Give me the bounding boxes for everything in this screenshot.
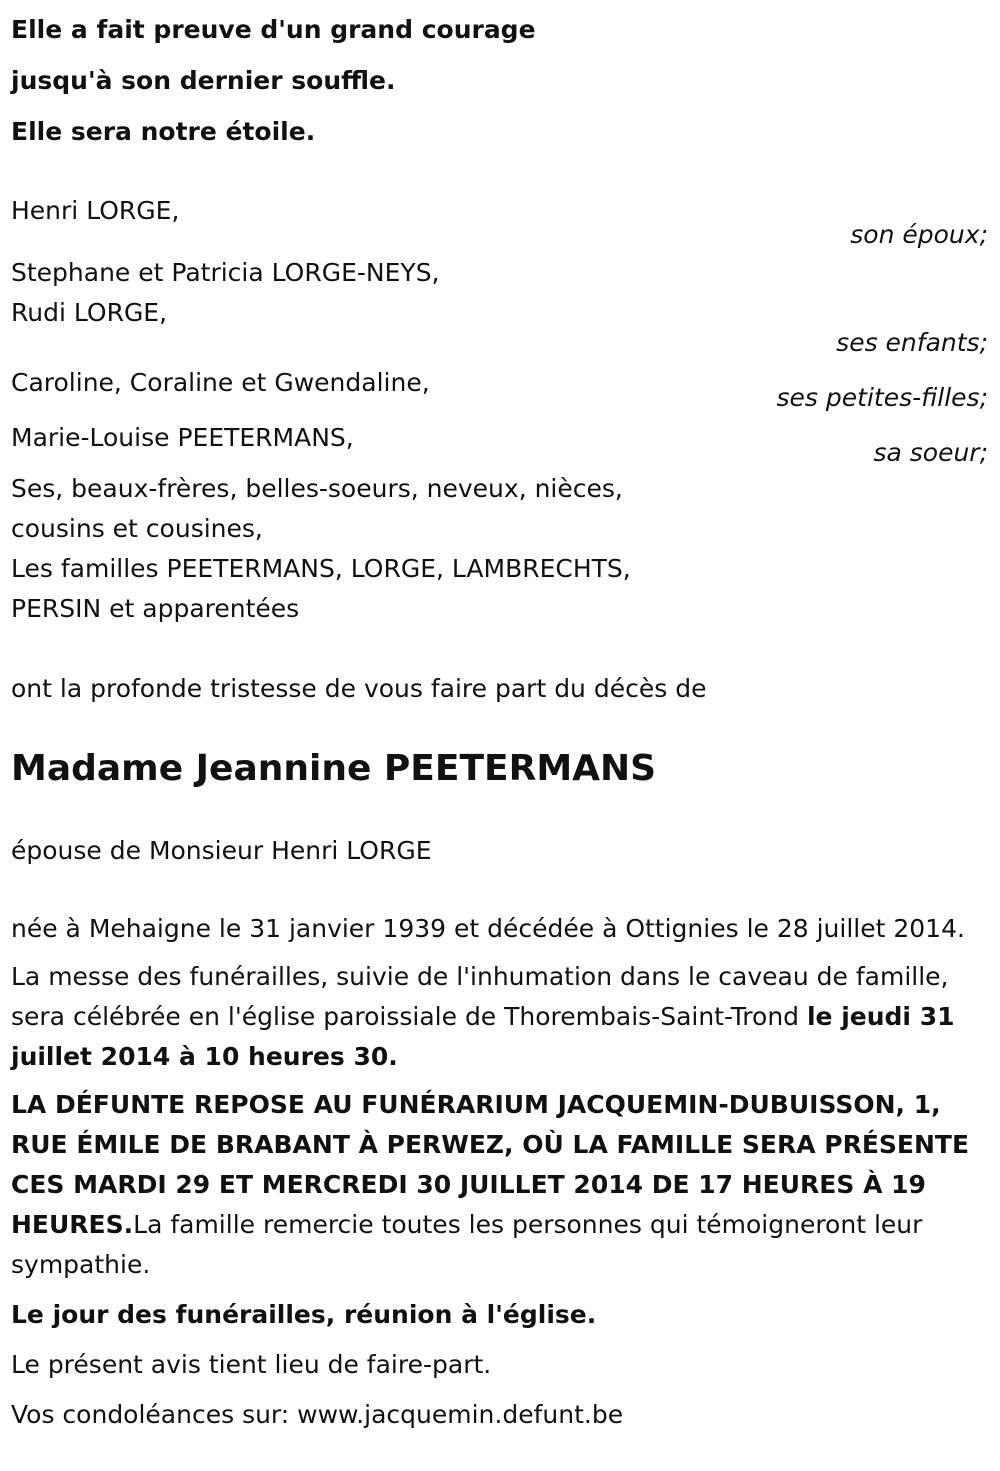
notice-note: Le présent avis tient lieu de faire-part.	[11, 1350, 492, 1379]
family-others	[11, 469, 990, 629]
family-granddaughters	[11, 363, 990, 410]
family-line: Les familles PEETERMANS, LORGE, LAMBRECHTS,	[11, 554, 631, 583]
birth-death: née à Mehaigne le 31 janvier 1939 et décédée à Ottignies le 28 juillet 2014.	[11, 914, 965, 943]
motto-line: Elle a fait preuve d'un grand courage	[11, 15, 536, 44]
family-name: Stephane et Patricia LORGE-NEYS,	[11, 258, 440, 287]
family-name: Henri LORGE,	[11, 196, 180, 225]
funeral-text: La messe des funérailles, suivie de l'inhumation dans le caveau de famille, sera célébrée en l'église paroissiale de Thorembais-Saint-Trond	[11, 962, 949, 1031]
condolences-note: Vos condoléances sur: www.jacquemin.defunt.be	[11, 1400, 624, 1429]
spouse-of: épouse de Monsieur Henri LORGE	[11, 836, 432, 865]
family-children	[11, 253, 990, 355]
family-role: son époux;	[850, 220, 988, 249]
family-sister	[11, 418, 990, 465]
family-spouse	[11, 191, 990, 247]
family-role: sa soeur;	[873, 438, 988, 467]
family-line: cousins et cousines,	[11, 514, 263, 543]
visitation-bold: LA DÉFUNTE REPOSE AU FUNÉRARIUM JACQUEMIN-DUBUISSON, 1, RUE ÉMILE DE BRABANT À PERWEZ, OÙ LA FAMILLE SERA PRÉSENTE CES MARDI 29 ET MERCREDI 30 JUILLET 2014 DE 17 HEURES À 19 HEURES.	[11, 1090, 970, 1239]
family-name: Marie-Louise PEETERMANS,	[11, 423, 354, 452]
visitation-info	[11, 1085, 990, 1285]
visitation-rest: La famille remercie toutes les personnes qui témoigneront leur sympathie.	[11, 1210, 923, 1279]
motto-line: Elle sera notre étoile.	[11, 117, 316, 146]
family-name: Caroline, Coraline et Gwendaline,	[11, 368, 430, 397]
family-name: Rudi LORGE,	[11, 298, 168, 327]
meeting-note: Le jour des funérailles, réunion à l'église.	[11, 1300, 597, 1329]
announcement: ont la profonde tristesse de vous faire part du décès de	[11, 674, 707, 703]
family-role: ses petites-filles;	[776, 383, 988, 412]
motto	[11, 4, 990, 157]
funeral-info	[11, 957, 990, 1077]
funeral-date: le jeudi 31 juillet 2014 à 10 heures 30.	[11, 1002, 955, 1071]
family-line: Ses, beaux-frères, belles-soeurs, neveux, nièces,	[11, 474, 623, 503]
motto-line: jusqu'à son dernier souffle.	[11, 66, 396, 95]
obituary-notice	[0, 4, 1000, 1471]
family-role: ses enfants;	[836, 328, 988, 357]
deceased-name: Madame Jeannine PEETERMANS	[11, 748, 657, 789]
family-line: PERSIN et apparentées	[11, 594, 300, 623]
